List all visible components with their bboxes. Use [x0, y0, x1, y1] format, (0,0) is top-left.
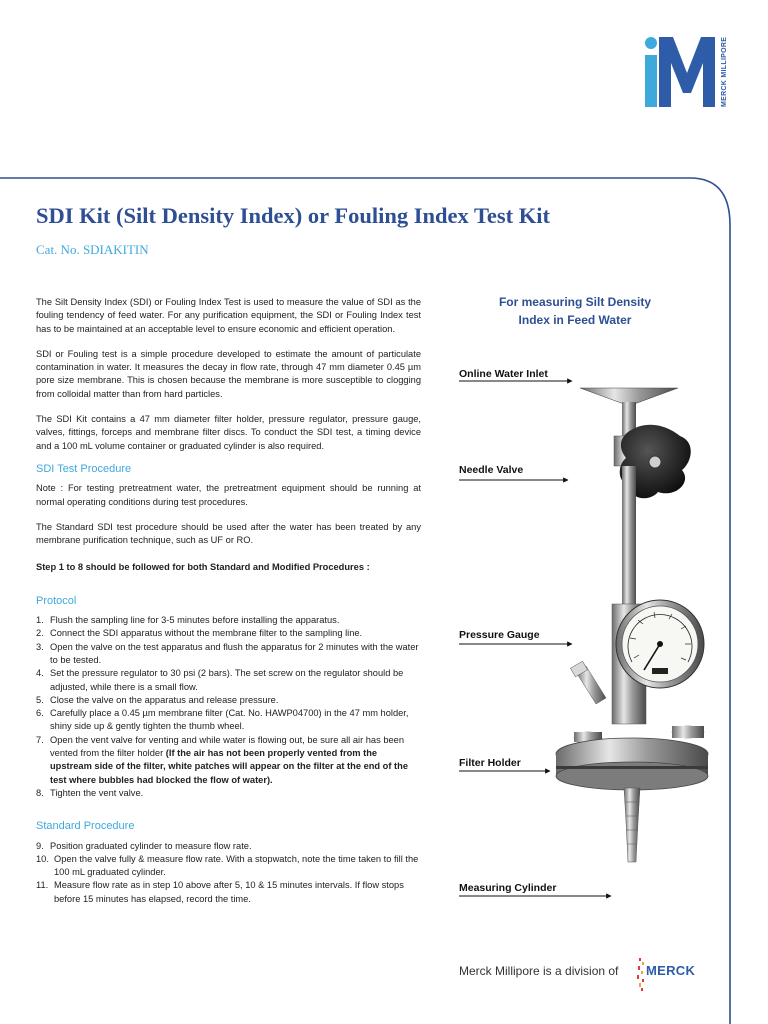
catalog-number: Cat. No. SDIAKITIN: [36, 242, 149, 257]
label-measuring-cylinder: Measuring Cylinder: [459, 882, 557, 894]
label-online-water-inlet: Online Water Inlet: [459, 368, 548, 380]
standard-list: [36, 840, 421, 906]
page-title: SDI Kit (Silt Density Index) or Fouling Index Test Kit: [36, 203, 551, 228]
standard-note: The Standard SDI test procedure should be used after the water has been treated by any membrane purification technique, such as UF or RO.: [36, 521, 421, 546]
list-item: 4. Set the pressure regulator to 30 psi (2 bars). The set screw on the regulator should be adjusted, while there is a small flow.: [36, 668, 404, 692]
list-item: 7. Open the vent valve for venting and while water is flowing out, be sure all air has been vented from the filter holder (If the air has not been properly vented from the upstream side of the filter, white patches will appear on the filter at the end of the test where bubbles had blocked the flow of water).: [36, 734, 408, 785]
label-pressure-gauge: Pressure Gauge: [459, 629, 540, 641]
sdi-apparatus-illustration: [540, 382, 730, 882]
intro-paragraph-2: SDI or Fouling test is a simple procedure developed to estimate the amount of particulate contamination in water. It measures the decay in flow rate, through 47 mm diameter 0.45 µm pore size membrane. This is chosen because the membrane is more susceptible to clogging from colloidal matter than from hard particles.: [36, 348, 421, 399]
list-item: 2. Connect the SDI apparatus without the membrane filter to the sampling line.: [36, 628, 363, 639]
standard-procedure-heading: Standard Procedure: [36, 820, 135, 833]
label-needle-valve: Needle Valve: [459, 464, 524, 476]
list-item: 1. Flush the sampling line for 3-5 minutes before installing the apparatus.: [36, 615, 340, 626]
list-item: 11. Measure flow rate as in step 10 above after 5, 10 & 15 minutes intervals. If flow stops before 15 minutes has elapsed, record the time.: [36, 880, 404, 904]
merck-logo-mark: [636, 958, 646, 994]
list-item: 6. Carefully place a 0.45 µm membrane filter (Cat. No. HAWP04700) in the 47 mm holder, shiny side up & gently tighten the thumb wheel.: [36, 708, 409, 732]
figure-heading: For measuring Silt Density Index in Feed Water: [498, 295, 652, 327]
list-item: 10. Open the valve fully & measure flow rate. With a stopwatch, note the time taken to fill the 100 mL graduated cylinder.: [36, 853, 419, 878]
footer-division-text: Merck Millipore is a division of: [459, 964, 619, 978]
protocol-list: [36, 614, 421, 800]
protocol-heading: Protocol: [36, 594, 77, 607]
label-filter-holder: Filter Holder: [459, 757, 521, 769]
sdi-procedure-heading: SDI Test Procedure: [36, 462, 132, 475]
body-text-column: [36, 296, 421, 906]
list-item: 9. Position graduated cylinder to measure flow rate.: [36, 840, 252, 851]
intro-paragraph-3: The SDI Kit contains a 47 mm diameter filter holder, pressure regulator, pressure gauge, valves, fittings, forceps and membrane filter discs. To conduct the SDI test, a timing device and a 100 mL volume container or graduated cylinder is also required.: [36, 414, 421, 451]
procedure-note: Note : For testing pretreatment water, the pretreatment equipment should be running at normal operating conditions during test procedures.: [36, 483, 421, 507]
steps-note: Step 1 to 8 should be followed for both Standard and Modified Procedures :: [36, 562, 370, 573]
logo-wordmark: MERCK MILLIPORE: [721, 36, 728, 108]
list-item: 5. Close the valve on the apparatus and release pressure.: [36, 694, 279, 705]
merck-wordmark: MERCK: [646, 963, 696, 978]
list-item: 8. Tighten the vent valve.: [36, 787, 144, 798]
intro-paragraph-1: The Silt Density Index (SDI) or Fouling Index Test is used to measure the value of SDI as the fouling tendency of feed water. For any purification equipment, the SDI or Fouling Index test has to be maintained at an acceptable level to ensure economic and efficient operation.: [36, 297, 421, 334]
list-item: 3. Open the valve on the test apparatus and flush the apparatus for 2 minutes with the water to be tested.: [36, 641, 419, 665]
